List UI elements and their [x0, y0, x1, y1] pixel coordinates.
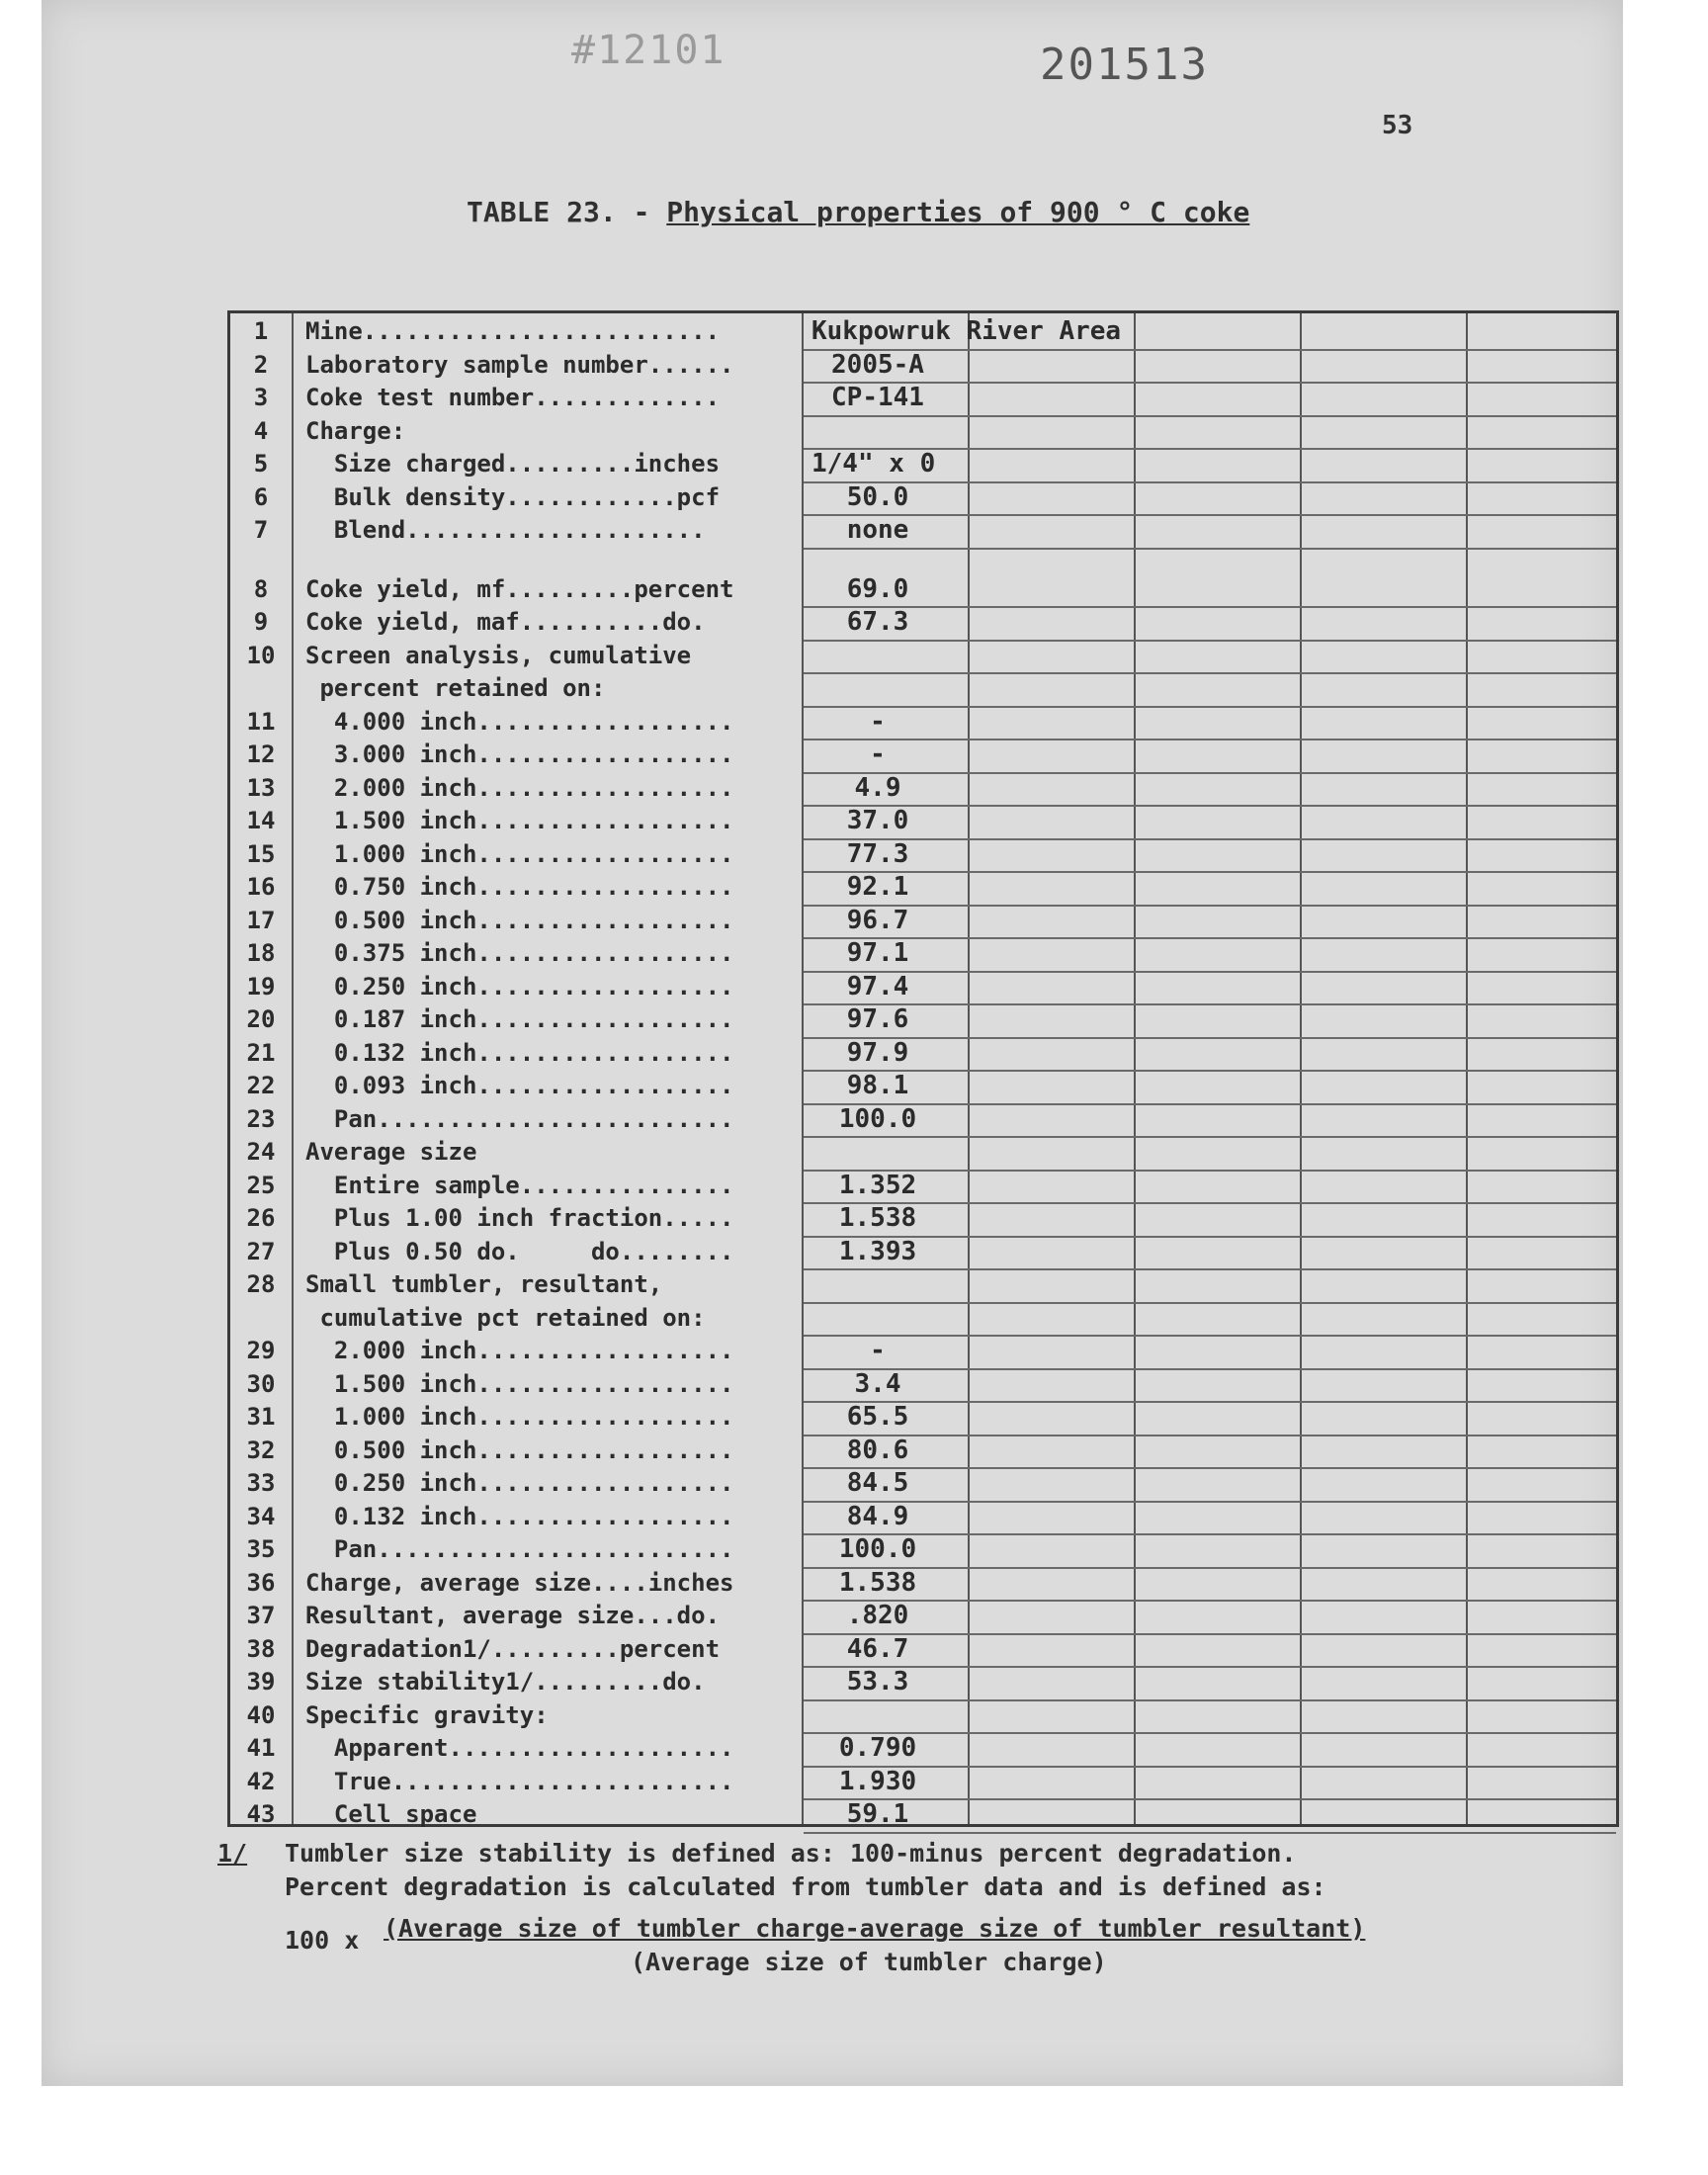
table-title-prefix: TABLE 23. - [467, 196, 667, 228]
row-value: 37.0 [846, 806, 909, 835]
row-number: 34 [246, 1502, 276, 1530]
row-number: 24 [246, 1138, 276, 1166]
row-label: 0.500 inch.................. [305, 1436, 734, 1464]
table-row [230, 672, 1616, 706]
footnote-line-1: Tumbler size stability is defined as: 100-minus percent degradation. [285, 1839, 1297, 1868]
row-number: 12 [246, 740, 276, 768]
row-label: 1.000 inch.................. [305, 839, 734, 868]
table-row [230, 739, 1616, 772]
row-value: 4.9 [854, 772, 901, 803]
row-label: Apparent.................... [305, 1734, 734, 1762]
row-number: 14 [246, 807, 276, 834]
row-label: Degradation1/.........percent [305, 1634, 721, 1663]
row-number: 29 [246, 1337, 276, 1364]
table-row [230, 1103, 1616, 1137]
table-row [230, 1533, 1616, 1567]
table-row [230, 1766, 1616, 1799]
row-number: 41 [246, 1734, 276, 1762]
formula-denominator: (Average size of tumbler charge) [631, 1948, 1107, 1976]
table-row [230, 1501, 1616, 1534]
row-number: 27 [246, 1237, 276, 1265]
table-row [230, 1070, 1616, 1103]
row-number: 9 [253, 608, 269, 636]
row-number: 35 [246, 1535, 276, 1563]
row-label: 0.250 inch.................. [305, 1469, 734, 1497]
row-label: True........................ [305, 1767, 734, 1795]
table-row [230, 1003, 1616, 1037]
row-value: Kukpowruk River Area [811, 316, 1122, 346]
table-row [230, 772, 1616, 806]
table-row [230, 382, 1616, 415]
footnote-line-2: Percent degradation is calculated from tumbler data and is defined as: [285, 1872, 1326, 1901]
row-number: 20 [246, 1005, 276, 1033]
row-value: none [846, 515, 909, 545]
row-rule [804, 548, 1616, 550]
row-value: - [870, 740, 886, 769]
row-value: 77.3 [846, 838, 909, 869]
row-label: 0.132 inch.................. [305, 1038, 734, 1067]
row-label: Blend..................... [305, 516, 706, 544]
table-row [230, 1236, 1616, 1269]
table-row [230, 937, 1616, 971]
table-row [230, 1335, 1616, 1368]
row-value: 1.393 [838, 1236, 917, 1266]
row-label: percent retained on: [305, 674, 606, 702]
table-row [230, 1302, 1616, 1336]
table-row [230, 805, 1616, 838]
row-number: 10 [246, 641, 276, 669]
row-number: 23 [246, 1104, 276, 1133]
row-value: 1/4" x 0 [811, 449, 936, 478]
row-number: 6 [253, 482, 269, 511]
row-label: Laboratory sample number...... [305, 350, 734, 379]
row-value: 50.0 [846, 481, 909, 512]
row-label: 0.500 inch.................. [305, 906, 734, 934]
row-number: 42 [246, 1767, 276, 1795]
row-label: 0.132 inch.................. [305, 1502, 734, 1530]
row-number: 32 [246, 1436, 276, 1464]
faint-stamp-number: #12101 [571, 28, 726, 73]
row-number: 5 [253, 450, 269, 478]
properties-table [227, 310, 1619, 1827]
row-label: 2.000 inch.................. [305, 1337, 734, 1364]
row-number: 31 [246, 1403, 276, 1431]
row-value: 53.3 [846, 1667, 909, 1696]
row-value: - [870, 706, 886, 737]
row-number: 43 [246, 1800, 276, 1828]
table-row [230, 573, 1616, 607]
row-value: 96.7 [846, 905, 909, 935]
row-value: 67.3 [846, 607, 909, 637]
table-title-underlined: Physical properties of 900 ° C coke [666, 196, 1250, 228]
row-label: Coke test number............. [305, 384, 721, 411]
row-label: Cell space [305, 1800, 477, 1828]
formula-numerator: (Average size of tumbler charge-average size of tumbler resultant) [384, 1914, 1366, 1943]
table-row [230, 1699, 1616, 1733]
row-value: 1.352 [838, 1170, 917, 1200]
row-value: 80.6 [846, 1435, 909, 1465]
row-label: Coke yield, maf..........do. [305, 608, 706, 636]
row-value: CP-141 [831, 383, 924, 412]
footnote-mark: 1/ [217, 1839, 248, 1868]
row-value: 2005-A [831, 349, 924, 380]
row-value: 97.6 [846, 1004, 909, 1034]
row-value: 97.1 [846, 938, 909, 968]
row-number: 28 [246, 1270, 276, 1298]
row-label: Plus 1.00 inch fraction..... [305, 1204, 734, 1232]
row-value: 0.790 [838, 1733, 917, 1763]
row-value: 84.5 [846, 1468, 909, 1498]
row-label: Charge: [305, 416, 406, 445]
row-label: Average size [305, 1138, 477, 1166]
row-value: 84.9 [846, 1501, 909, 1531]
table-row [230, 1435, 1616, 1468]
row-label: Resultant, average size...do. [305, 1602, 721, 1629]
row-value: 100.0 [838, 1534, 917, 1564]
row-value: 65.5 [846, 1402, 909, 1432]
table-row [230, 1600, 1616, 1633]
table-row [230, 1633, 1616, 1667]
row-value: 1.538 [838, 1203, 917, 1233]
row-number: 40 [246, 1700, 276, 1729]
table-row [230, 315, 1616, 349]
formula-prefix: 100 x [285, 1926, 360, 1955]
table-row [230, 448, 1616, 481]
table-row [230, 640, 1616, 673]
table-row [230, 1798, 1616, 1832]
row-label: Coke yield, mf.........percent [305, 574, 734, 603]
table-row [230, 481, 1616, 515]
row-number: 1 [253, 317, 269, 345]
table-row [230, 1401, 1616, 1435]
row-label: 0.250 inch.................. [305, 972, 734, 1000]
table-row [230, 706, 1616, 740]
table-row [230, 1268, 1616, 1302]
row-value: 98.1 [846, 1071, 909, 1100]
row-label: 2.000 inch.................. [305, 773, 734, 802]
row-number: 38 [246, 1634, 276, 1663]
row-number: 16 [246, 873, 276, 901]
row-number: 13 [246, 773, 276, 802]
row-number: 8 [253, 574, 269, 603]
row-label: Entire sample............... [305, 1171, 734, 1199]
row-label: Small tumbler, resultant, [305, 1270, 663, 1298]
row-label: cumulative pct retained on: [305, 1303, 706, 1332]
table-row [230, 1037, 1616, 1071]
row-number: 19 [246, 972, 276, 1000]
row-value: 59.1 [846, 1799, 909, 1829]
stamp-number: 201513 [1040, 40, 1209, 90]
table-row [230, 1666, 1616, 1699]
row-label: Charge, average size....inches [305, 1568, 734, 1597]
table-row [230, 1467, 1616, 1501]
document-page [42, 0, 1623, 2086]
row-number: 2 [253, 350, 269, 379]
row-label: Plus 0.50 do. do........ [305, 1237, 734, 1265]
row-label: 0.187 inch.................. [305, 1005, 734, 1033]
row-label: Size stability1/.........do. [305, 1668, 706, 1696]
row-value: 69.0 [846, 573, 909, 604]
row-value: 97.9 [846, 1037, 909, 1068]
page-number: 53 [1382, 111, 1413, 140]
row-label: Pan......................... [305, 1104, 734, 1133]
row-label: 4.000 inch.................. [305, 707, 734, 736]
table-row [230, 838, 1616, 872]
row-number: 30 [246, 1369, 276, 1398]
row-label: 0.750 inch.................. [305, 873, 734, 901]
row-number: 25 [246, 1171, 276, 1199]
table-row [230, 1202, 1616, 1236]
row-value: - [870, 1336, 886, 1365]
row-label: Screen analysis, cumulative [305, 641, 692, 669]
row-value: .820 [846, 1601, 909, 1630]
table-row [230, 606, 1616, 640]
row-value: 100.0 [838, 1103, 917, 1134]
row-number: 11 [246, 707, 276, 736]
row-number: 7 [253, 516, 269, 544]
row-value: 92.1 [846, 872, 909, 902]
row-number: 26 [246, 1204, 276, 1232]
table-row [230, 415, 1616, 449]
row-number: 21 [246, 1038, 276, 1067]
row-label: Size charged.........inches [305, 450, 721, 478]
table-row [230, 1368, 1616, 1402]
row-value: 1.930 [838, 1766, 917, 1796]
row-number: 18 [246, 939, 276, 967]
row-number: 33 [246, 1469, 276, 1497]
row-label: Specific gravity: [305, 1700, 549, 1729]
row-number: 39 [246, 1668, 276, 1696]
row-rule [804, 1832, 1616, 1834]
table-row [230, 349, 1616, 383]
row-number: 22 [246, 1072, 276, 1099]
row-number: 17 [246, 906, 276, 934]
table-row [230, 1732, 1616, 1766]
row-value: 97.4 [846, 971, 909, 1001]
row-number: 37 [246, 1602, 276, 1629]
table-row [230, 905, 1616, 938]
table-row [230, 1170, 1616, 1203]
table-row [230, 871, 1616, 905]
table-row [230, 971, 1616, 1004]
table-row [230, 1567, 1616, 1601]
row-label: 1.500 inch.................. [305, 1369, 734, 1398]
row-label: 1.000 inch.................. [305, 1403, 734, 1431]
table-row [230, 1136, 1616, 1170]
row-label: 0.375 inch.................. [305, 939, 734, 967]
row-label: Bulk density............pcf [305, 482, 721, 511]
row-number: 15 [246, 839, 276, 868]
row-number: 36 [246, 1568, 276, 1597]
table-row [230, 514, 1616, 548]
row-label: 1.500 inch.................. [305, 807, 734, 834]
row-value: 46.7 [846, 1633, 909, 1664]
row-label: Pan......................... [305, 1535, 734, 1563]
row-number: 4 [253, 416, 269, 445]
row-label: 3.000 inch.................. [305, 740, 734, 768]
row-value: 3.4 [854, 1368, 901, 1399]
row-number: 3 [253, 384, 269, 411]
row-value: 1.538 [838, 1567, 917, 1598]
row-label: 0.093 inch.................. [305, 1072, 734, 1099]
row-label: Mine......................... [305, 317, 721, 345]
footnote-text [285, 1837, 1570, 1904]
table-title [467, 196, 1249, 228]
